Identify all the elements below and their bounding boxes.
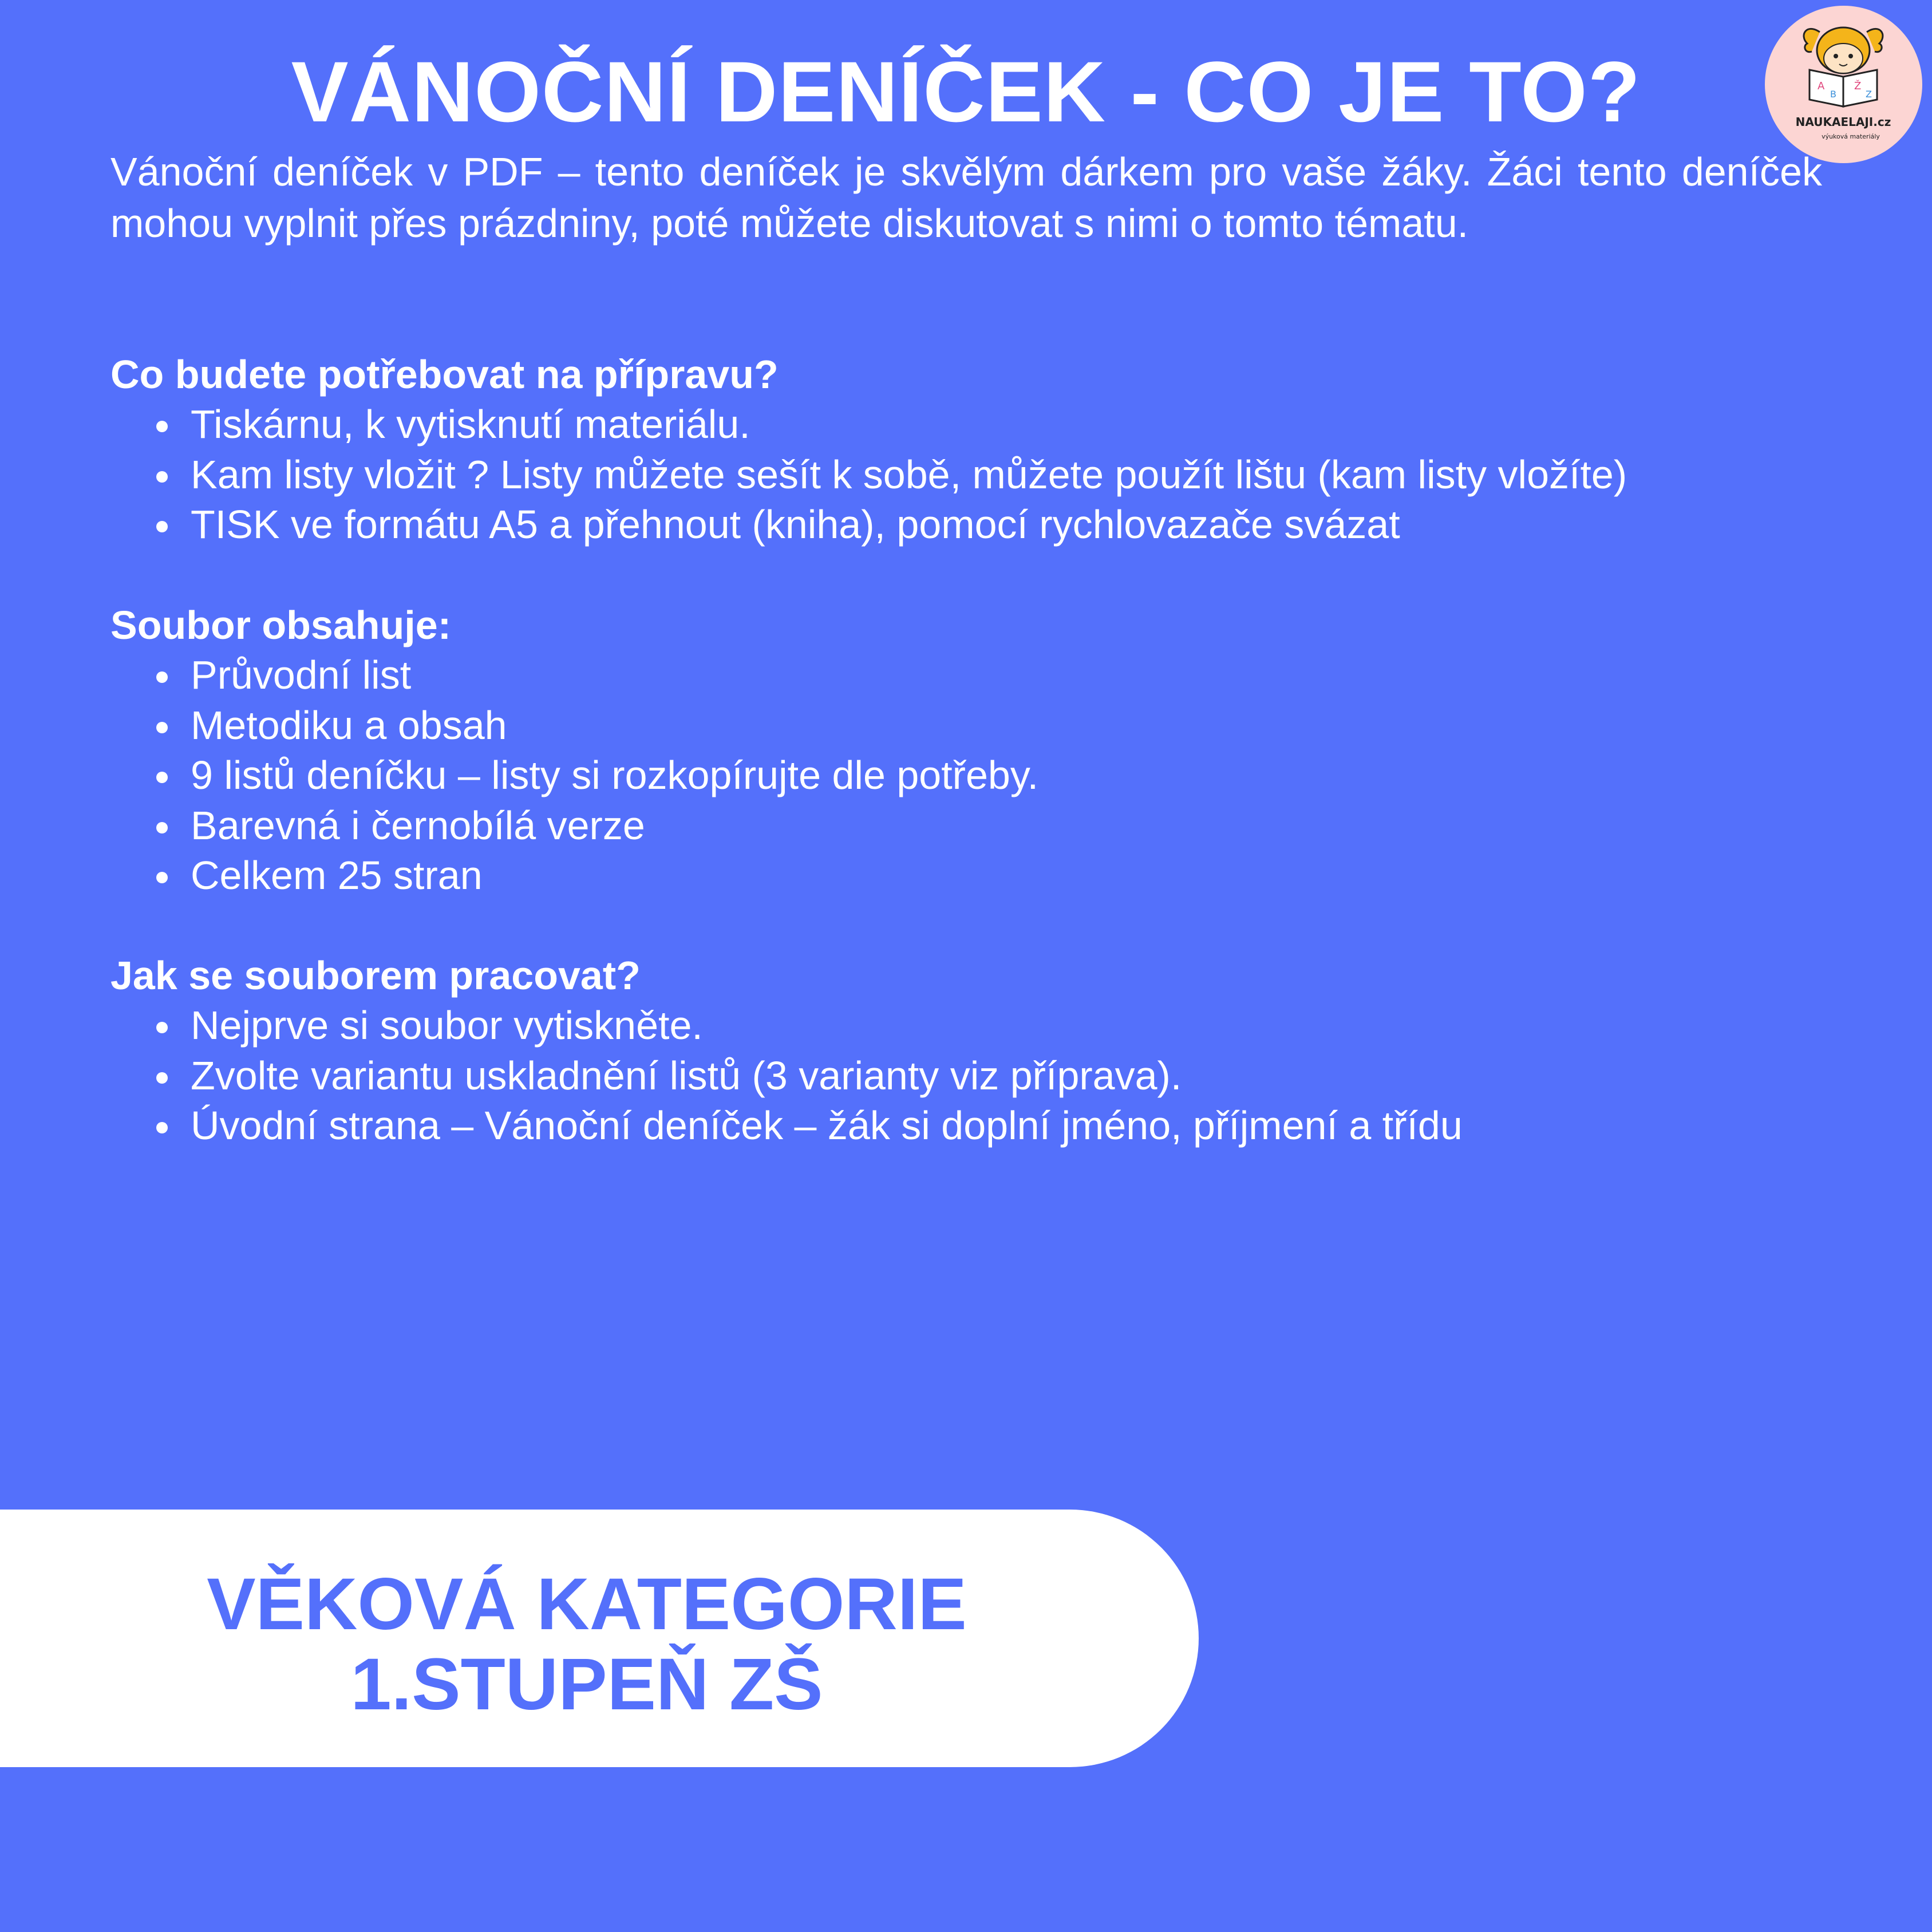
svg-text:A: A	[1818, 80, 1825, 92]
list-item: Tiskárnu, k vytisknutí materiálu.	[110, 400, 1828, 450]
intro-paragraph: Vánoční deníček v PDF – tento deníček je skvělým dárkem pro vaše žáky. Žáci tento deníček mohou vyplnit přes prázdniny, poté můžete diskutovat s nimi o tomto tématu.	[110, 149, 1822, 246]
girl-reading-book-icon	[1765, 6, 1922, 163]
list-item: Úvodní strana – Vánoční deníček – žák si doplní jméno, příjmení a třídu	[110, 1101, 1828, 1151]
list-item: Zvolte variantu uskladnění listů (3 varianty viz příprava).	[110, 1051, 1828, 1101]
bullet-list	[110, 650, 1828, 901]
age-category-value: 1.STUPEŇ ZŠ	[350, 1643, 823, 1725]
list-item: Celkem 25 stran	[110, 851, 1828, 901]
list-item: TISK ve formátu A5 a přehnout (kniha), pomocí rychlovazače svázat	[110, 500, 1828, 550]
section-heading: Co budete potřebovat na přípravu?	[110, 352, 779, 397]
svg-text:B: B	[1830, 89, 1836, 100]
list-item: Metodiku a obsah	[110, 701, 1828, 751]
bullet-list	[110, 1001, 1828, 1151]
page-title: VÁNOČNÍ DENÍČEK - CO JE TO?	[291, 44, 1641, 140]
section-preparation	[110, 349, 1828, 550]
age-category-label: VĚKOVÁ KATEGORIE	[207, 1563, 967, 1645]
logo	[1765, 6, 1922, 163]
list-item: 9 listů deníčku – listy si rozkopírujte dle potřeby.	[110, 750, 1828, 801]
list-item: Průvodní list	[110, 650, 1828, 701]
bullet-list	[110, 400, 1828, 550]
section-how-to-work	[110, 950, 1828, 1151]
list-item: Kam listy vložit ? Listy můžete sešít k sobě, můžete použít lištu (kam listy vložíte)	[110, 450, 1828, 500]
logo-tagline: výuková materiály	[1822, 133, 1880, 140]
list-item: Nejprve si soubor vytiskněte.	[110, 1001, 1828, 1051]
age-category-text	[0, 1564, 1174, 1725]
section-file-contents	[110, 600, 1828, 901]
svg-text:Ž: Ž	[1854, 80, 1862, 92]
svg-text:Z: Z	[1866, 89, 1872, 100]
section-heading: Jak se souborem pracovat?	[110, 953, 641, 998]
section-heading: Soubor obsahuje:	[110, 603, 451, 647]
logo-brand-text: NAUKAELAJI.cz	[1795, 115, 1891, 129]
list-item: Barevná i černobílá verze	[110, 801, 1828, 851]
